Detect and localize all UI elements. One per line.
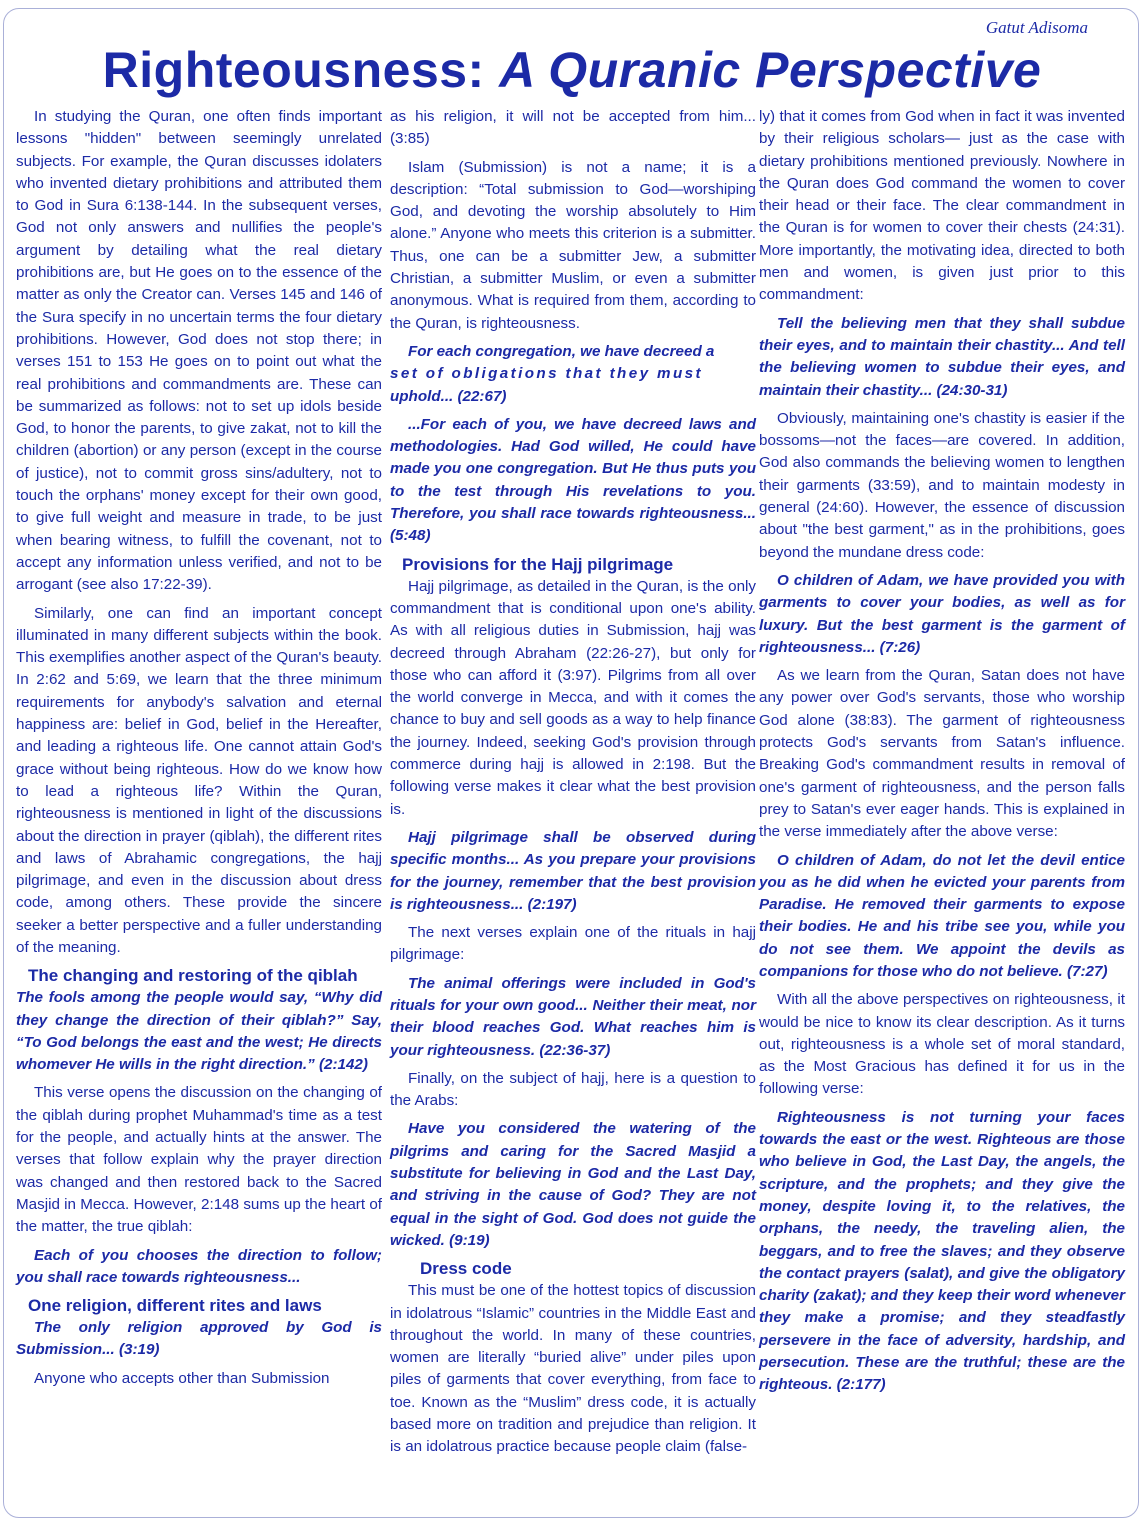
quote: The animal offerings were included in God's rituals for your own good... Neither their meat, nor their blood reaches God. What reaches him is your righteousness. (22:36-37)	[390, 974, 756, 1059]
quote: The only religion approved by God is Submission... (3:19)	[16, 1319, 382, 1359]
quote: Righteousness is not turning your faces towards the east or the west. Righteous are those who believe in God, the Last Day, the angels, the scripture, and the prophets; and they give the money, despite loving it, to the relatives, the orphans, the needy, the traveling alien, the beggars, and to free the slaves; and they observe the contact prayers (salat), and give the obligatory charity (zakat); and they keep their word whenever they make a promise; and they steadfastly persevere in the face of adversity, hardship, and persecution. These are the truthful; these are the righteous. (2:177)	[759, 1108, 1125, 1394]
author-byline: Gatut Adisoma	[985, 18, 1088, 37]
column-2	[390, 106, 756, 1465]
paragraph: This must be one of the hottest topics of discussion in idolatrous “Islamic” countries in the Middle East and throughout the world. In many of these countries, women are literally “buried alive” under piles upon piles of garments that cover everything, from face to toe. Known as the “Muslim” dress code, it is actually based more on tradition and prejudice than religion. It is an idolatrous practice because people claim (false-	[390, 1282, 756, 1456]
quote-line: set of obligations that they must	[390, 365, 703, 383]
paragraph: Obviously, maintaining one's chastity is easier if the bossoms—not the faces—are covered. In addition, God also commands the believing women to lengthen their garments (33:59), and to maintain modesty in general (24:60). However, the essence of discussion about "the best garment," as in the prohibitions, goes beyond the mundane dress code:	[759, 409, 1125, 561]
section-heading-qiblah: The changing and restoring of the qiblah	[28, 966, 358, 986]
quote: Each of you chooses the direction to follow; you shall race towards righteousness...	[16, 1246, 382, 1286]
paragraph: In studying the Quran, one often finds important lessons "hidden" between seemingly unrelated subjects. For example, the Quran discusses idolaters who invented dietary prohibitions and attributed them to God in Sura 6:138-144. In the subsequent verses, God not only answers and nullifies the people's argument by detailing what the real dietary prohibitions are, but He goes on to the essence of the matter as only the Creator can. Verses 145 and 146 of the Sura specify in no uncertain terms the four dietary prohibitions. However, God does not stop there; in verses 151 to 153 He goes on to point out what the real prohibitions and commandments are. These can be summarized as follows: not to set up idols beside God, to honor the parents, to give zakat, not to kill the children (abortion) or any person (except in the course of justice), not to commit gross sins/adultery, not to touch the orphans' money except for their own good, to give full weight and measure in trade, to be just when bearing witness, to fulfill the covenant, not to accept any information unless verified, and not to be arrogant (see also 17:22-39).	[16, 108, 382, 594]
section-heading-dress-code: Dress code	[420, 1259, 512, 1279]
quote	[390, 341, 756, 408]
section-heading-religion: One religion, different rites and laws	[28, 1296, 322, 1316]
quote: ...For each of you, we have decreed laws and methodologies. Had God willed, He could have made you one congregation. But He thus puts you to the test through His revelations to you. Therefore, you shall race towards righteousness... (5:48)	[390, 415, 756, 545]
paragraph: Finally, on the subject of hajj, here is a question to the Arabs:	[390, 1069, 756, 1110]
paragraph: Similarly, one can find an important concept illuminated in many different subjects within the book. This exemplifies another aspect of the Quran's beauty. In 2:62 and 5:69, we learn that the three minimum requirements for anybody's salvation and eternal happiness are: belief in God, belief in the Hereafter, and leading a righteous life. One cannot attain God's grace without being righteous. How do we know how to lead a righteous life? Within the Quran, righteousness is mentioned in light of the discussions about the direction in prayer (qiblah), the different rites and laws of Abrahamic congregations, the hajj pilgrimage, and even in the discussion about dress code, among others. These provide the sincere seeker a better perspective and a fuller understanding of the meaning.	[16, 604, 382, 956]
quote-line: For each congregation, we have decreed a	[408, 342, 715, 360]
quote: O children of Adam, do not let the devil entice you as he did when he evicted your parents from Paradise. He removed their garments to expose their bodies. He and his tribe see you, while you do not see them. We appoint the devils as companions for those who do not believe. (7:27)	[759, 851, 1125, 980]
quote: Tell the believing men that they shall subdue their eyes, and to maintain their chastity... And tell the believing women to subdue their eyes, and maintain their chastity... (24:30-31)	[759, 314, 1125, 399]
title-italic: A Quranic Perspective	[499, 42, 1042, 98]
title-main: Righteousness:	[102, 42, 485, 98]
paragraph: Anyone who accepts other than Submission	[34, 1369, 330, 1387]
column-3	[759, 106, 1125, 1403]
quote: The fools among the people would say, “Why did they change the direction of their qiblah?” Say, “To God belongs the east and the west; He directs whomever He wills in the right direction.” (2:142)	[16, 989, 382, 1074]
paragraph: ly) that it comes from God when in fact it was invented by their religious scholars— just as the case with dietary prohibitions mentioned previously. Nowhere in the Quran does God command the women to cover their head or their face. The clear commandment in the Quran is for women to cover their chests (24:31). More importantly, the motivating idea, directed to both men and women, is given just prior to this commandment:	[759, 108, 1125, 304]
paragraph: As we learn from the Quran, Satan does not have any power over God's servants, those who worship God alone (38:83). The garment of righteousness protects God's servants from Satan's influence. Breaking God's commandment results in removal of one's garment of righteousness, and the person falls prey to Satan's ever eager hands. This is explained in the verse immediately after the above verse:	[759, 667, 1125, 841]
column-1	[16, 106, 382, 1396]
section-heading-hajj: Provisions for the Hajj pilgrimage	[402, 554, 674, 574]
quote: Hajj pilgrimage shall be observed during specific months... As you prepare your provisions for the journey, remember that the best provision is righteousness... (2:197)	[390, 828, 756, 913]
quote-line: uphold... (22:67)	[390, 387, 507, 405]
quote: Have you considered the watering of the pilgrims and caring for the Sacred Masjid a substitute for believing in God and the Last Day, and striving in the cause of God? They are not equal in the sight of God. God does not guide the wicked. (9:19)	[390, 1120, 756, 1249]
paragraph: With all the above perspectives on righteousness, it would be nice to know its clear description. As it turns out, righteousness is a whole set of moral standard, as the Most Gracious has defined it for us in the following verse:	[759, 991, 1125, 1098]
quote: O children of Adam, we have provided you with garments to cover your bodies, as well as for luxury. But the best garment is the garment of righteousness... (7:26)	[759, 571, 1125, 656]
paragraph: as his religion, it will not be accepted from him... (3:85)	[390, 108, 756, 148]
paragraph: This verse opens the discussion on the changing of the qiblah during prophet Muhammad's time as a test for the people, and actually hints at the answer. The verses that follow explain why the prayer direction was changed and then restored back to the Sacred Masjid in Mecca. However, 2:148 sums up the heart of the matter, the true qiblah:	[16, 1084, 382, 1236]
paragraph: The next verses explain one of the rituals in hajj pilgrimage:	[390, 924, 756, 964]
article-title	[0, 40, 1144, 100]
paragraph: Islam (Submission) is not a name; it is a description: “Total submission to God—worshiping God, and devoting the worship absolutely to Him alone.” Anyone who meets this criterion is a submitter. Thus, one can be a submitter Jew, a submitter Christian, a submitter Muslim, or even a submitter anonymous. What is required from them, according to the Quran, is righteousness.	[390, 158, 756, 332]
paragraph: Hajj pilgrimage, as detailed in the Quran, is the only commandment that is conditional upon one's ability. As with all religious duties in Submission, hajj was decreed through Abraham (22:26-27), but only for those who can afford it (3:97). Pilgrims from all over the world converge in Mecca, and with it comes the chance to buy and sell goods as a way to help finance the journey. Indeed, seeking God's provision through commerce during hajj is allowed in 2:198. But the following verse makes it clear what the best provision is.	[390, 577, 756, 818]
